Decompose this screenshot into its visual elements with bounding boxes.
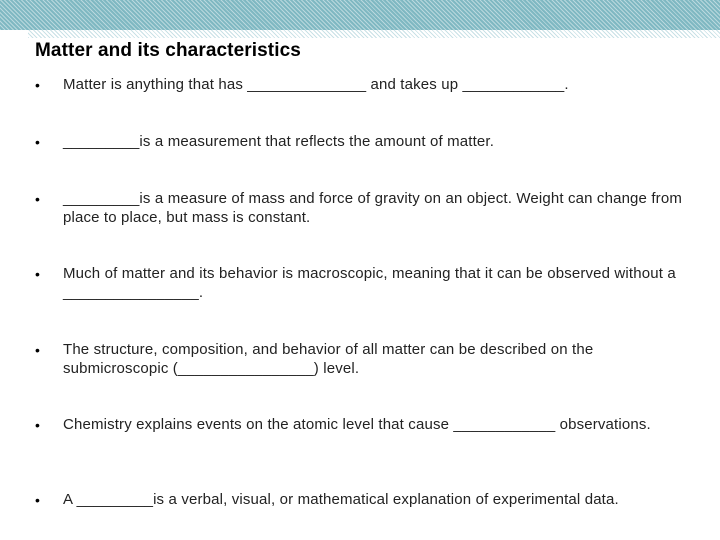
slide-title: Matter and its characteristics [35, 40, 301, 61]
bullet-dot: • [35, 492, 40, 508]
bullet-text: Much of matter and its behavior is macroscopic, meaning that it can be observed without a ________________. [63, 265, 676, 301]
bullet-dot: • [35, 134, 40, 150]
header-strip [28, 30, 720, 38]
bullet-dot: • [35, 77, 40, 93]
bullet-text: Chemistry explains events on the atomic level that cause ____________ observations. [63, 416, 651, 433]
bullet-text: A _________is a verbal, visual, or mathematical explanation of experimental data. [63, 491, 619, 508]
bullet-dot: • [35, 191, 40, 207]
header-band [0, 0, 720, 30]
bullet-text: _________is a measure of mass and force of gravity on an object. Weight can change from place to place, but mass is constant. [63, 190, 682, 226]
bullet-text: Matter is anything that has ______________ and takes up ____________. [63, 76, 569, 93]
bullet-text: _________is a measurement that reflects the amount of matter. [63, 133, 495, 150]
bullet-dot: • [35, 266, 40, 282]
bullet-text: The structure, composition, and behavior of all matter can be described on the submicroscopic (________________) level. [63, 341, 594, 377]
bullet-dot: • [35, 417, 40, 433]
bullet-dot: • [35, 342, 40, 358]
